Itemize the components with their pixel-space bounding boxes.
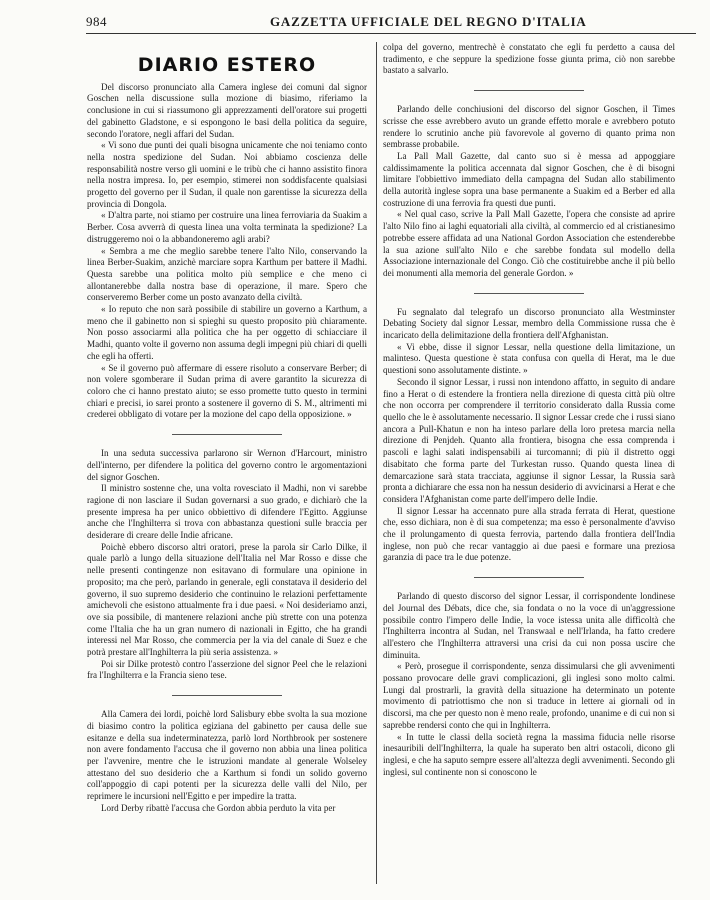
column-divider [376,42,377,884]
page-number: 984 [86,14,107,29]
section-title: DIARIO ESTERO [137,54,317,76]
page-header [86,14,696,42]
section-separator [172,434,282,435]
section-separator [474,293,584,294]
paragraph: Secondo il signor Lessar, i russi non intendono affatto, in seguito di andare fino a Herat o di estendere la frontiera nella direzione di questa città più oltre che non occorra per comprendere il territorio considerato dalla Russia come quello che le è assolutamente necessario. Il signor Lessar crede che i russi siano ancora a Pull-Khatun e non ha inteso parlare della loro pretesa marcia nella direzione di Penjdeh. Quanto alla frontiera, bisogna che essa comprenda i pascoli e laghi salati indispensabili ai turcomanni; di più il distretto oggi disabitato che forma parte del Turkestan russo. Quando questa linea di demarcazione sarà stata tracciata, aggiunse il signor Lessar, la Russia sarà pronta a dichiarare che essa non ha nessun desiderio di avvicinarsi a Herat e che considera l'Afghanistan come parte dell'impero delle Indie. [383,376,675,504]
paragraph: Lord Derby ribattè l'accusa che Gordon abbia perduto la vita per [101,802,336,813]
paragraph: « Sembra a me che meglio sarebbe tenere l'alto Nilo, conservando la linea Berber-Suakim, anzichè marciare sopra Karthum per battere il Madhi. Questa sarebbe una politica molto più semplice e che meno ci allontanerebbe dalla nostra base di operazione, il mare. Spero che conserveremo Berber come un posto avanzato della civiltà. [87,245,367,303]
paragraph: colpa del governo, mentrechè è constatato che egli fu perdetto a causa del tradimento, e che seppure la spedizione fosse giunta prima, ciò non sarebbe bastato a salvarlo. [383,42,675,76]
paragraph: Poi sir Dilke protestò contro l'asserzione del signor Peel che le relazioni fra l'Inghilterra e la Francia sieno tese. [87,658,367,681]
section-separator [172,695,282,696]
paragraph: Alla Camera dei lordi, poichè lord Salisbury ebbe svolta la sua mozione di biasimo contro la politica egiziana del gabinetto per causa delle sue esitanze e della sua indeterminatezza, parlò lord Northbrook per sostenere non avere fondamento l'accusa che il governo non abbia una linea politica per l'avvenire, mentre che le istruzioni mandate al generale Wolseley attestano del suo desiderio che a Karthum si fondi un solido governo coll'appoggio di capi potenti per la sicurezza delle valli del Nilo, per reprimere le incursioni nell'Egitto e per impedire la tratta. [87,709,367,802]
section-separator [474,90,584,91]
paragraph: Parlando delle conchiusioni del discorso del signor Goschen, il Times scrisse che esse avrebbero avuto un grande effetto morale e avrebbero potuto rendere lo scrutinio anche più favorevole al governo di quanto prima non sembrasse probabile. [383,104,675,150]
paragraph: « Se il governo può affermare di essere risoluto a conservare Berber; di non volere sgomberare il Sudan prima di avere garantito la sicurezza di coloro che ci hanno prestato aiuto; se esso promette tutto questo in termini chiari e precisi, io sarei pronto a sostenere il governo di S. M., altrimenti mi crederei obbligato di votare per la mozione del capo della opposizione. » [87,362,367,420]
paragraph: « Però, prosegue il corrispondente, senza dissimularsi che gli avvenimenti possano provocare delle gravi complicazioni, gli inglesi sono molto calmi. Lungi dal prostrarli, la gravità della situazione ha determinato un potente movimento di patriottismo che non si traduce in lettere ai giornali od in discorsi, ma che per questo non è meno reale, profondo, unanime e di cui non si saprebbe rendersi conto che qui in Inghilterra. [383,661,675,730]
paragraph: « Nel qual caso, scrive la Pall Mall Gazette, l'opera che consiste ad aprire l'alto Nilo fino ai laghi equatoriali alla civiltà, al commercio ed al cristianesimo potrebbe essere affidata ad una National Gordon Association che estenderebbe la sua azione sull'alto Nilo e che sarebbe fondata sul modello della Associazione internazionale del Congo. Ciò che costituirebbe anche il più bello dei monumenti alla memoria del generale Gordon. » [383,209,675,278]
section-separator [474,577,584,578]
paragraph: « In tutte le classi della società regna la massima fiducia nelle risorse inesauribili dell'Inghilterra, la quale ha superato ben altri ostacoli, dicono gli inglesi, e che ha saputo sempre essere all'altezza degli avvenimenti. Secondo gli inglesi, sul continente non si conoscono le [383,731,675,777]
paragraph: « Vi ebbe, disse il signor Lessar, nella questione della limitazione, un malinteso. Questa questione è stata confusa con quella di Herat, ma le due questioni sono assolutamente distinte. » [383,341,675,376]
paragraph: Del discorso pronunciato alla Camera inglese dei comuni dal signor Goschen nella discussione sulla mozione di biasimo, riferiamo la conclusione in cui si riassumono gli apprezzamenti dell'oratore sui progetti del gabinetto Gladstone, e si espongono le basi della politica da seguire, secondo l'oratore, negli affari del Sudan. [87,81,367,139]
paragraph: Fu segnalato dal telegrafo un discorso pronunciato alla Westminster Debating Society dal signor Lessar, membro della Commissione russa che è incaricato della delimitazione della frontiera dell'Afghanistan. [383,306,675,341]
paragraph: La Pall Mall Gazette, dal canto suo si è messa ad appoggiare caldissimamente la politica accennata dal signor Goschen, che è di bisogni limitare l'obbiettivo immediato della campagna del Sudan allo stabilimento della autorità inglese sopra una base permanente a Suakim ed a Berber ed alla costruzione di una ferrovia fra questi due punti. [383,150,675,208]
journal-title: GAZZETTA UFFICIALE DEL REGNO D'ITALIA [270,14,587,29]
paragraph: « Io reputo che non sarà possibile di stabilire un governo a Karthum, a meno che il gabinetto non si spieghi su questo proposito più chiaramente. Non posso associarmi alla politica che ha per oggetto di schiacciare il Madhi, quanto volte il governo non assuma degli impegni più chiari di quelli che egli ha offerti. [87,304,367,361]
paragraph: Il ministro sostenne che, una volta rovesciato il Madhi, non vi sarebbe ragione di non lasciare il Sudan governarsi a suo grado, e dichiarò che la presente impresa ha per unico obbiettivo di difendere l'Egitto. Aggiunse anche che l'Inghilterra si trova con abbastanza questioni sulle braccia per desiderare di creare delle Indie africane. [87,483,367,541]
paragraph: Parlando di questo discorso del signor Lessar, il corrispondente londinese del Journal des Débats, dice che, sia fondata o no la voce di un'aggressione possibile contro l'impero delle Indie, la voce istessa unita alle difficoltà che l'Inghilterra incontra al Sudan, nel Transwaal e nell'Irlanda, ha fatto credere all'estero che l'Inghilterra attraversi una crisi da cui non possa uscire che diminuita. [383,591,675,660]
paragraph: Poichè ebbero discorso altri oratori, prese la parola sir Carlo Dilke, il quale parlò a lungo della situazione dell'Italia nel Mar Rosso e disse che nelle presenti contingenze non esitavano di formulare una opinione in proposito; ma che però, parlando in generale, egli constatava il desiderio del governo, il suo supremo desiderio che continuino le relazioni perfettamente amichevoli che esistono attualmente fra i due paesi. « Noi desideriamo anzi, ove sia possibile, di mantenere relazioni anche più strette con una potenza come l'Italia che ha un gran numero di nazionali in Egitto, che ha grandi interessi nel Mar Rosso, che commercia per la via del canale di Suez e che potrà prestare all'Inghilterra la più seria assistenza. » [87,541,367,658]
left-column [87,48,367,814]
paragraph: « Vi sono due punti dei quali bisogna unicamente che noi teniamo conto nella nostra spedizione del Sudan. Noi abbiamo coscienza delle responsabilità nostre verso gli uomini e le tribù che ci hanno assistito finora nella nostra impresa. Io, per esempio, stimerei non soddisfacente qualsiasi progetto del governo per il Sudan, il quale non garentisse la sicurezza della provincia di Dongola. [87,140,367,209]
paragraph: « D'altra parte, noi stiamo per costruire una linea ferroviaria da Suakim a Berber. Cosa avverrà di questa linea una volta terminata la spedizione? La distruggeremo noi o la abbandoneremo agli arabi? [87,210,367,244]
paragraph: Il signor Lessar ha accennato pure alla strada ferrata di Herat, questione che, esso dichiara, non è di sua competenza; ma esso è personalmente d'avviso che il prolungamento di questa ferrovia, partendo dalla frontiera dell'India inglese, non può che recar vantaggio ai due paesi e formare una preziosa garanzia di pace tra le due potenze. [383,505,675,563]
header-rule [86,33,696,34]
right-column [383,42,675,778]
paragraph: In una seduta successiva parlarono sir Wernon d'Harcourt, ministro dell'interno, per difendere la politica del governo contro le argomentazioni del signor Goschen. [87,448,367,482]
